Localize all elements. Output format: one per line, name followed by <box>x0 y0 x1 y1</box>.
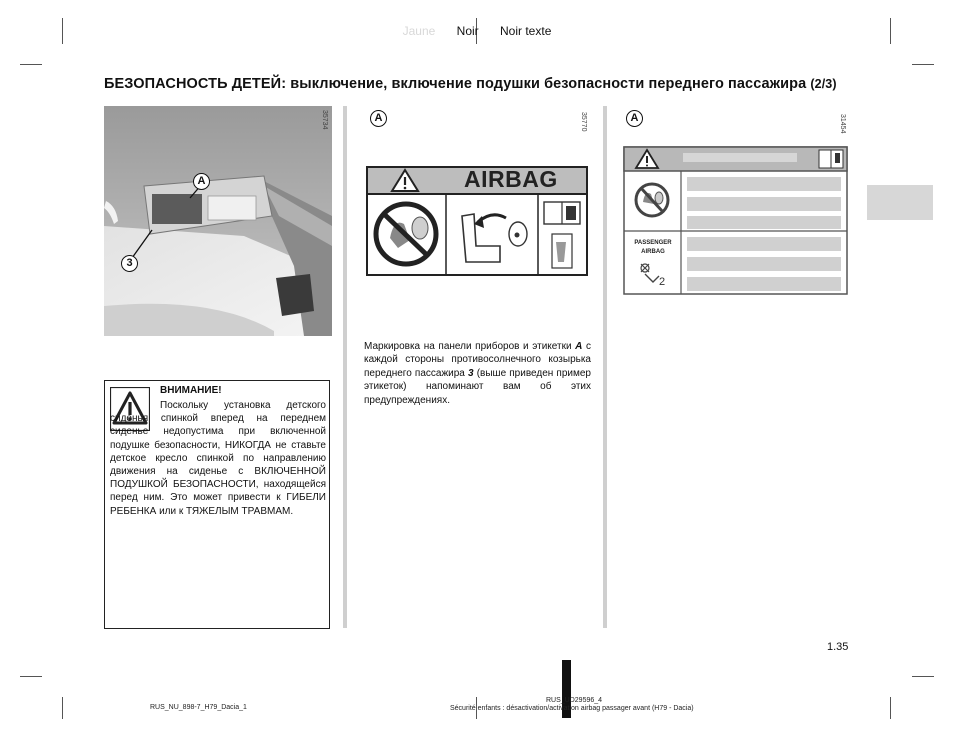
column-divider-1 <box>343 106 347 628</box>
column-divider-2 <box>603 106 607 628</box>
chapter-tab <box>867 185 933 220</box>
warning-box <box>104 380 330 629</box>
body-paragraph <box>364 340 591 407</box>
body-ref-a: A <box>575 341 583 352</box>
callout-3: 3 <box>121 255 138 272</box>
title-suffix: (2/3) <box>810 77 837 91</box>
warning-text: Поскольку установка детского сиденья спинкой вперед на переднем сиденье недопустима при включенной подушке безопасности, НИКОГДА не ставьте детское кресло спинкой по направлению движения на сиденье с ВКЛЮЧЕННОЙ ПОДУШКОЙ БЕЗОПАСНОСТИ, находящейся перед ним. Это может привести к ГИБЕЛИ РЕБЕНКА или к ТЯЖЕЛЫМ ТРАВМАМ. <box>110 400 326 517</box>
footer-center-line1: RUS_UD29596_4 <box>546 697 603 704</box>
title-main: БЕЗОПАСНОСТЬ ДЕТЕЙ: выключение, включение подушки безопасности переднего пассажира <box>104 76 807 92</box>
body-ref-3: 3 <box>468 367 474 379</box>
figure3-code: 31454 <box>839 114 846 134</box>
color-label-jaune: Jaune <box>402 24 436 38</box>
sun-visor-illustration <box>104 106 332 336</box>
color-label-noir: Noir <box>456 24 479 38</box>
color-label-noir-texte: Noir texte <box>500 24 552 38</box>
passenger-line2: AIRBAG <box>641 249 665 255</box>
passenger-airbag-text <box>628 239 678 257</box>
passenger-digit: 2 <box>659 276 666 288</box>
callout-a: A <box>193 173 210 190</box>
body-part1: Маркировка на панели приборов и этикетки <box>364 341 572 352</box>
figure3-label-a: A <box>626 110 643 127</box>
airbag-word: AIRBAG <box>464 166 558 192</box>
body-part3: (выше приведен пример этикеток) напоминают вам об этих предупреждениях. <box>364 367 591 406</box>
body-part2: с каждой стороны противосолнечного козырька переднего пассажира <box>364 341 591 379</box>
page-number: 1.35 <box>827 641 849 653</box>
footer-center-line2: Sécurité enfants : désactivation/activation airbag passager avant (H79 - Dacia) <box>450 705 694 712</box>
sun-visor-photo <box>104 106 332 336</box>
passenger-airbag-label <box>623 146 848 295</box>
passenger-airbag-figure <box>618 106 852 298</box>
figure2-code: 35770 <box>580 112 587 132</box>
passenger-line1: PASSENGER <box>634 240 672 246</box>
print-color-labels <box>0 24 954 38</box>
figure2-label-a: A <box>370 110 387 127</box>
page-title <box>104 76 837 92</box>
footer-left: RUS_NU_898-7_H79_Dacia_1 <box>150 704 247 711</box>
warning-title: ВНИМАНИЕ! <box>160 385 222 396</box>
figure1-code: 35734 <box>321 110 328 130</box>
airbag-label-figure <box>358 106 594 296</box>
